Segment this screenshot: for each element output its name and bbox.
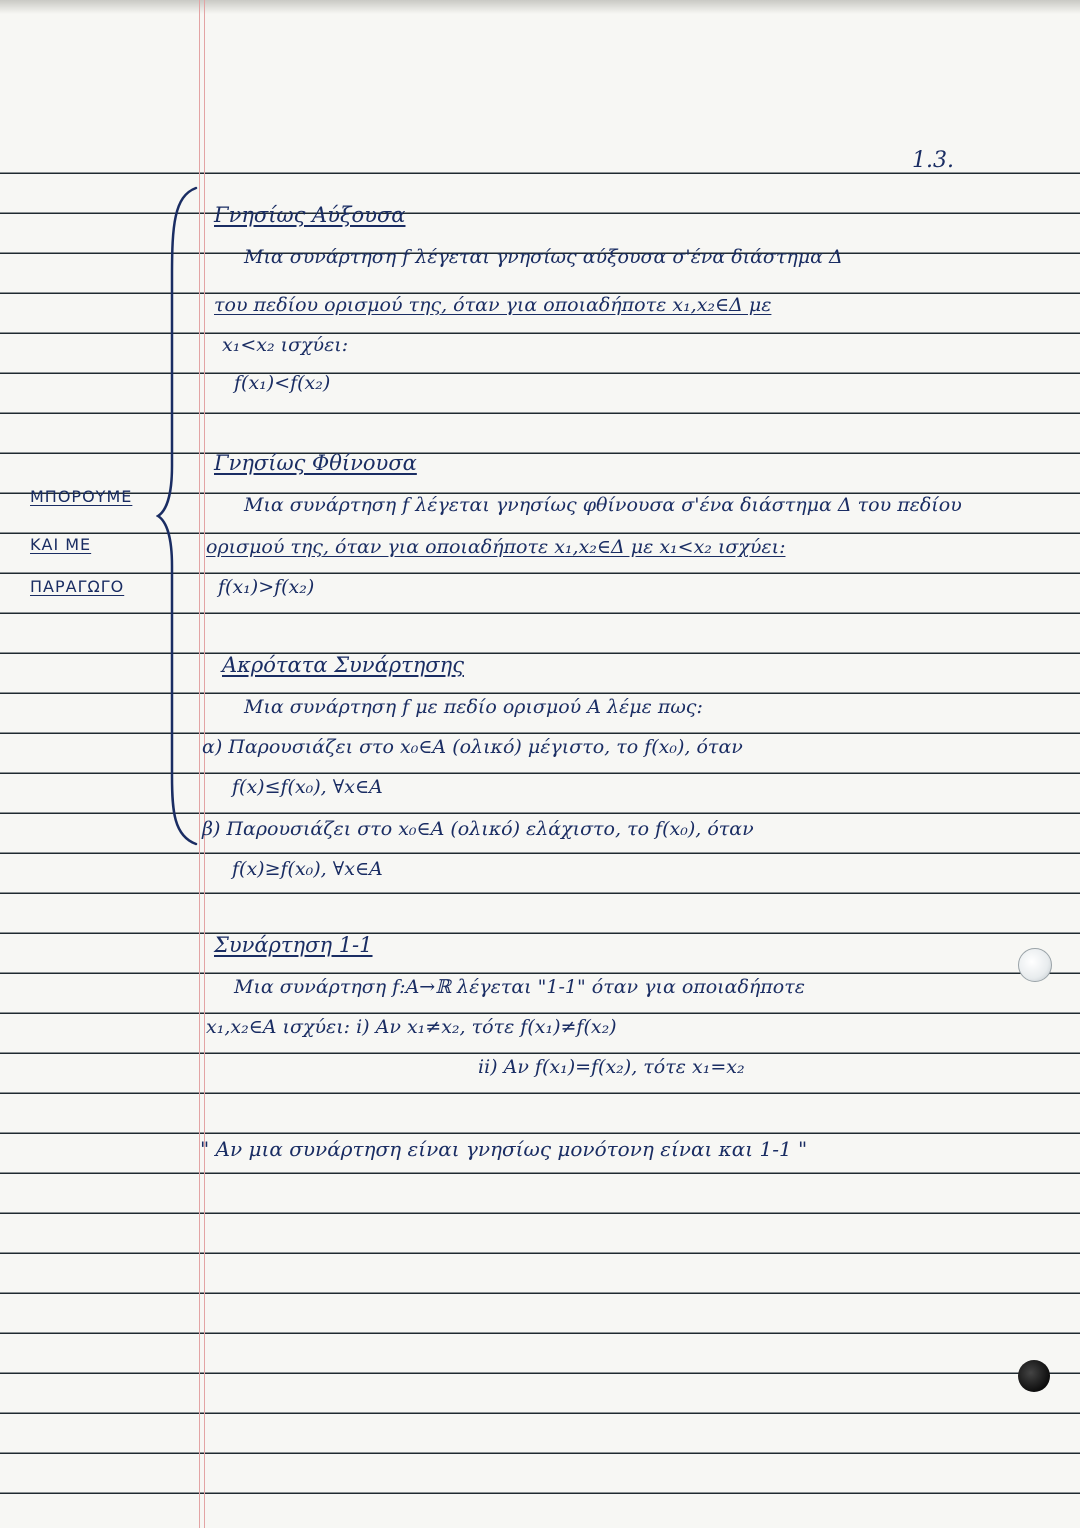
section-heading-decreasing: Γνησίως Φθίνουσα [214,451,417,475]
punch-hole [1018,948,1052,982]
section-line: f(x₁)>f(x₂) [218,576,315,598]
punch-hole [1018,1360,1050,1392]
section-heading-extrema: Ακρότατα Συνάρτησης [222,653,464,677]
curly-brace [156,186,204,846]
margin-line-right [204,0,205,1528]
section-line: Μια συνάρτηση f με πεδίο ορισμού A λέμε πως: [244,696,703,718]
section-heading-increasing: Γνησίως Αύξουσα [214,203,406,227]
monotonic-quote: " Αν μια συνάρτηση είναι γνησίως μονότονη είναι και 1-1 " [200,1137,808,1161]
section-line: x₁,x₂∈A ισχύει: i) Αν x₁≠x₂, τότε f(x₁)≠f(x₂) [206,1016,617,1038]
side-note-line-2: ΚΑΙ ΜΕ [30,535,92,554]
section-line: x₁<x₂ ισχύει: [222,334,349,356]
page-number: 1.3. [912,148,954,173]
section-line: ii) Αν f(x₁)=f(x₂), τότε x₁=x₂ [478,1056,745,1078]
section-line: α) Παρουσιάζει στο x₀∈A (ολικό) μέγιστο, το f(x₀), όταν [202,736,743,758]
side-note-line-1: ΜΠΟΡΟΥΜΕ [30,487,133,506]
section-line: ορισμού της, όταν για οποιαδήποτε x₁,x₂∈Δ με x₁<x₂ ισχύει: [206,536,786,558]
section-line: f(x)≥f(x₀), ∀x∈A [232,858,383,880]
section-line: Μια συνάρτηση f λέγεται γνησίως φθίνουσα σ'ένα διάστημα Δ του πεδίου [244,494,962,516]
section-line: β) Παρουσιάζει στο x₀∈A (ολικό) ελάχιστο, το f(x₀), όταν [202,818,754,840]
section-line: Μια συνάρτηση f:A→ℝ λέγεται "1-1" όταν για οποιαδήποτε [234,976,805,998]
page-top-edge [0,0,1080,14]
section-line: f(x)≤f(x₀), ∀x∈A [232,776,383,798]
side-note-line-3: ΠΑΡΑΓΩΓΟ [30,577,125,596]
section-line: Μια συνάρτηση f λέγεται γνησίως αύξουσα σ'ένα διάστημα Δ [244,246,843,268]
section-heading-one-to-one: Συνάρτηση 1-1 [214,933,373,957]
section-line: f(x₁)<f(x₂) [234,372,331,394]
section-line: του πεδίου ορισμού της, όταν για οποιαδήποτε x₁,x₂∈Δ με [214,294,772,316]
